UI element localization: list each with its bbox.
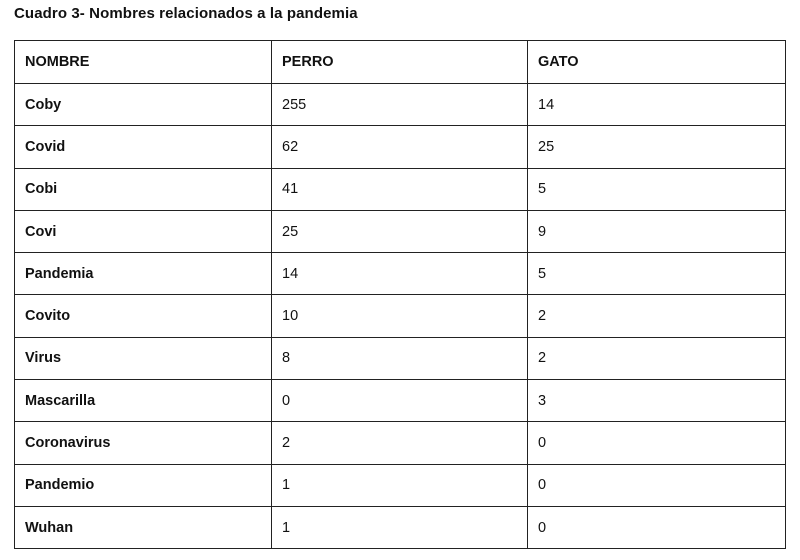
cell-gato: 0 [528, 464, 786, 506]
cell-gato: 2 [528, 337, 786, 379]
cell-name: Covito [15, 295, 272, 337]
cell-perro: 10 [272, 295, 528, 337]
cell-perro: 0 [272, 380, 528, 422]
table-row [15, 210, 786, 252]
cell-gato: 5 [528, 168, 786, 210]
header-nombre: NOMBRE [15, 41, 272, 84]
header-gato: GATO [528, 41, 786, 84]
table-row [15, 84, 786, 126]
table-row [15, 337, 786, 379]
cell-name: Pandemia [15, 253, 272, 295]
cell-gato: 0 [528, 422, 786, 464]
cell-name: Wuhan [15, 506, 272, 548]
cell-gato: 3 [528, 380, 786, 422]
cell-perro: 255 [272, 84, 528, 126]
table-row [15, 126, 786, 168]
table-row [15, 168, 786, 210]
table-row [15, 506, 786, 548]
cell-gato: 25 [528, 126, 786, 168]
cell-gato: 9 [528, 210, 786, 252]
cell-perro: 41 [272, 168, 528, 210]
cell-perro: 14 [272, 253, 528, 295]
cell-name: Coby [15, 84, 272, 126]
cell-name: Mascarilla [15, 380, 272, 422]
cell-perro: 8 [272, 337, 528, 379]
table-row [15, 253, 786, 295]
names-table [14, 40, 786, 549]
table-header-row [15, 41, 786, 84]
cell-name: Pandemio [15, 464, 272, 506]
cell-perro: 2 [272, 422, 528, 464]
cell-gato: 2 [528, 295, 786, 337]
table-row [15, 295, 786, 337]
table-caption: Cuadro 3- Nombres relacionados a la pandemia [14, 5, 358, 22]
cell-name: Coronavirus [15, 422, 272, 464]
cell-perro: 1 [272, 506, 528, 548]
cell-perro: 62 [272, 126, 528, 168]
header-perro: PERRO [272, 41, 528, 84]
table-row [15, 464, 786, 506]
cell-name: Covi [15, 210, 272, 252]
cell-gato: 5 [528, 253, 786, 295]
table-row [15, 380, 786, 422]
table-row [15, 422, 786, 464]
cell-perro: 25 [272, 210, 528, 252]
cell-name: Covid [15, 126, 272, 168]
cell-perro: 1 [272, 464, 528, 506]
cell-gato: 14 [528, 84, 786, 126]
cell-name: Cobi [15, 168, 272, 210]
cell-name: Virus [15, 337, 272, 379]
cell-gato: 0 [528, 506, 786, 548]
